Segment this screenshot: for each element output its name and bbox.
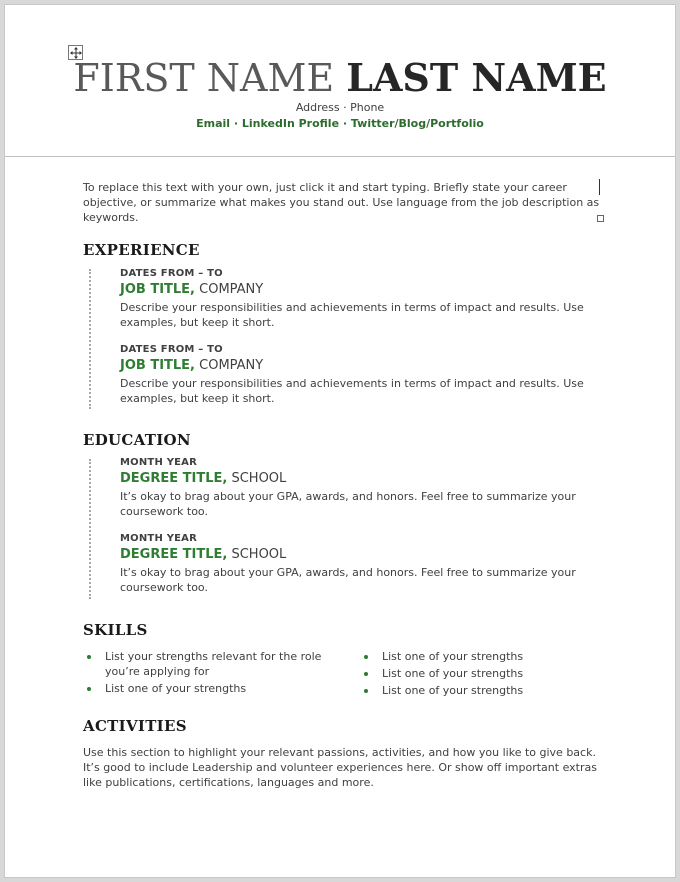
entry-title bbox=[120, 547, 600, 562]
skills-heading[interactable]: SKILLS bbox=[83, 621, 148, 639]
resume-header bbox=[5, 5, 675, 157]
entry-dates: MONTH YEAR bbox=[120, 533, 198, 544]
job-title: JOB TITLE, bbox=[120, 358, 195, 373]
education-entry[interactable] bbox=[120, 457, 600, 519]
objective-paragraph[interactable]: To replace this text with your own, just click it and start typing. Briefly state your career objective, or summarize what makes you stand out. Use language from the job description as keywords. bbox=[83, 181, 600, 224]
education-entry[interactable] bbox=[120, 533, 600, 595]
activities-paragraph[interactable]: Use this section to highlight your relevant passions, activities, and how you like to give back. It’s good to include Leadership and volunteer experiences here. Or show off important extras like publications, certifications, languages and more. bbox=[83, 746, 597, 789]
entry-title bbox=[120, 282, 600, 297]
company: COMPANY bbox=[195, 282, 264, 297]
school: SCHOOL bbox=[227, 547, 287, 562]
skill-item[interactable]: List one of your strengths bbox=[362, 649, 602, 664]
skills-list-right[interactable] bbox=[362, 649, 602, 700]
address-phone[interactable]: Address · Phone bbox=[295, 101, 385, 114]
skill-item[interactable]: List one of your strengths bbox=[362, 683, 602, 698]
entry-description: It’s okay to brag about your GPA, awards, and honors. Feel free to summarize your coursework too. bbox=[120, 566, 576, 594]
experience-entry[interactable] bbox=[120, 344, 600, 406]
job-title: JOB TITLE, bbox=[120, 282, 195, 297]
skills-list-left[interactable] bbox=[85, 649, 340, 698]
entry-dates: DATES FROM – TO bbox=[120, 344, 223, 355]
entry-title bbox=[120, 358, 600, 373]
entry-title bbox=[120, 471, 600, 486]
resume-name[interactable] bbox=[5, 55, 675, 101]
document-page[interactable] bbox=[4, 4, 676, 878]
activities-heading[interactable]: ACTIVITIES bbox=[83, 717, 187, 735]
skill-item[interactable]: List your strengths relevant for the role you’re applying for bbox=[85, 649, 340, 679]
school: SCHOOL bbox=[227, 471, 287, 486]
company: COMPANY bbox=[195, 358, 264, 373]
experience-heading[interactable]: EXPERIENCE bbox=[83, 241, 200, 259]
entry-description: It’s okay to brag about your GPA, awards, and honors. Feel free to summarize your coursework too. bbox=[120, 490, 576, 518]
last-name[interactable]: LAST NAME bbox=[346, 55, 607, 100]
education-heading[interactable]: EDUCATION bbox=[83, 431, 191, 449]
skill-item[interactable]: List one of your strengths bbox=[85, 681, 340, 696]
degree-title: DEGREE TITLE, bbox=[120, 547, 228, 562]
degree-title: DEGREE TITLE, bbox=[120, 471, 228, 486]
experience-entry[interactable] bbox=[120, 268, 600, 330]
entry-description: Describe your responsibilities and achievements in terms of impact and results. Use examples, but keep it short. bbox=[120, 301, 584, 329]
contact-links[interactable]: Email · LinkedIn Profile · Twitter/Blog/Portfolio bbox=[196, 117, 484, 130]
entry-description: Describe your responsibilities and achievements in terms of impact and results. Use examples, but keep it short. bbox=[120, 377, 584, 405]
first-name[interactable]: FIRST NAME bbox=[73, 56, 335, 100]
education-timeline bbox=[89, 459, 91, 599]
experience-timeline bbox=[89, 269, 91, 409]
entry-dates: MONTH YEAR bbox=[120, 457, 198, 468]
entry-dates: DATES FROM – TO bbox=[120, 268, 223, 279]
skill-item[interactable]: List one of your strengths bbox=[362, 666, 602, 681]
